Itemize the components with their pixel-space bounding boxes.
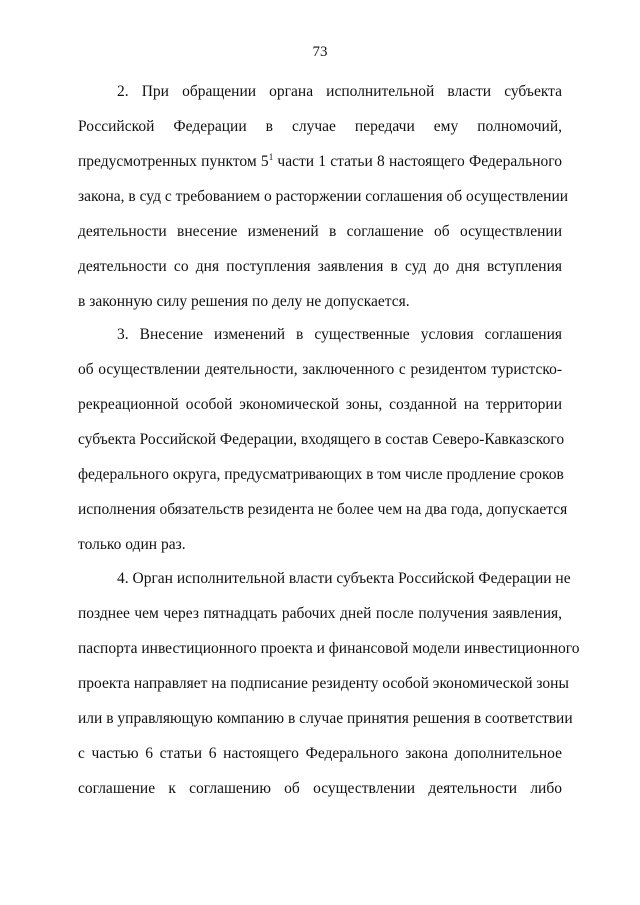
paragraph-3-line-5: федерального округа, предусматривающих в том числе продление сроков: [78, 466, 564, 483]
paragraph-4-line-7: соглашение к соглашению об осуществлении деятельности либо: [78, 780, 562, 797]
paragraph-2-line-6: деятельности со дня поступления заявления в суд до дня вступления: [78, 258, 562, 275]
paragraph-3-line-1: 3. Внесение изменений в существенные условия соглашения: [117, 326, 562, 343]
page-number: 73: [312, 44, 328, 60]
paragraph-4-line-3: паспорта инвестиционного проекта и финансовой модели инвестиционного: [78, 640, 580, 657]
paragraph-2-line-7: в законную силу решения по делу не допускается.: [78, 293, 410, 310]
text-fragment: части 1 статьи 8 настоящего Федерального: [273, 153, 563, 170]
superscript: 1: [268, 151, 274, 162]
paragraph-2-line-4: закона, в суд с требованием о расторжении соглашения об осуществлении: [78, 188, 569, 205]
paragraph-4-line-6: с частью 6 статьи 6 настоящего Федерального закона дополнительное: [78, 745, 562, 762]
paragraph-4-line-5: или в управляющую компанию в случае принятия решения в соответствии: [78, 710, 573, 727]
paragraph-3-line-7: только один раз.: [78, 536, 186, 553]
paragraph-3-line-6: исполнения обязательств резидента не более чем на два года, допускается: [78, 501, 568, 518]
paragraph-4-line-4: проекта направляет на подписание резиденту особой экономической зоны: [78, 675, 569, 692]
paragraph-2-line-5: деятельности внесение изменений в соглашение об осуществлении: [78, 223, 562, 240]
paragraph-4-line-2: позднее чем через пятнадцать рабочих дней после получения заявления,: [78, 605, 562, 622]
paragraph-2-line-3: [78, 152, 562, 172]
paragraph-4-line-1: 4. Орган исполнительной власти субъекта Российской Федерации не: [117, 570, 571, 587]
paragraph-2-line-2: Российской Федерации в случае передачи ему полномочий,: [78, 118, 562, 135]
paragraph-2-line-1: 2. При обращении органа исполнительной власти субъекта: [117, 83, 562, 100]
paragraph-3-line-3: рекреационной особой экономической зоны, созданной на территории: [78, 396, 562, 413]
paragraph-3-line-2: об осуществлении деятельности, заключенного с резидентом туристско-: [78, 361, 562, 378]
text-fragment: предусмотренных пунктом 5: [78, 153, 269, 170]
paragraph-3-line-4: субъекта Российской Федерации, входящего в состав Северо-Кавказского: [78, 431, 565, 448]
